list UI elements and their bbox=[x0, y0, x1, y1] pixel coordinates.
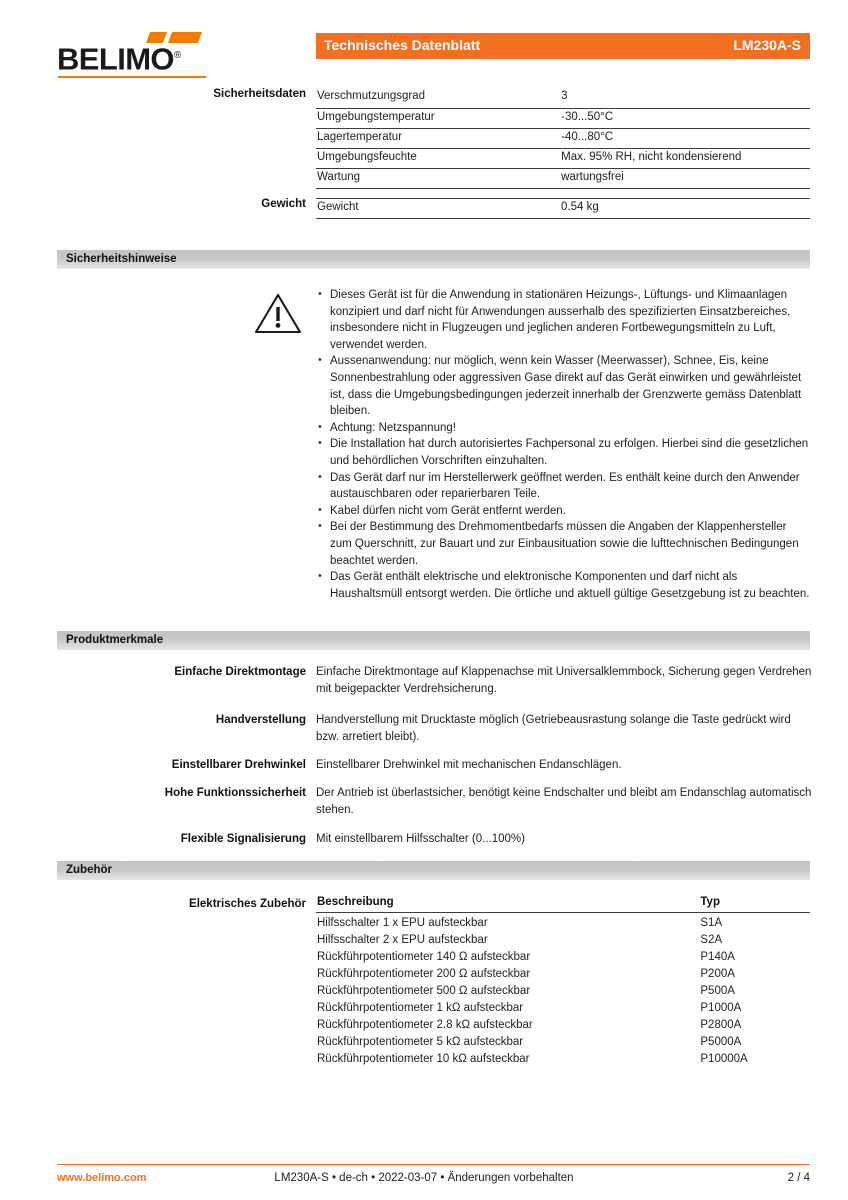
table-row bbox=[316, 128, 810, 148]
list-item: • Aussenanwendung: nur möglich, wenn kein Wasser (Meerwasser), Schnee, Eis, keine Sonnenbestrahlung oder aggressiven Gase direkt auf das Gerät einwirken und gewährleistet ist, dass die Umgebungsbedingungen jederzeit innerhalb der Grenzwerte gemäss Datenblatt bleiben. bbox=[316, 353, 810, 419]
spec-value: 0.54 kg bbox=[560, 199, 810, 219]
section-header-zubehoer bbox=[57, 861, 810, 880]
feature-label: Einfache Direktmontage bbox=[174, 666, 306, 678]
table-row bbox=[316, 108, 810, 128]
accessory-description: Rückführpotentiometer 10 kΩ aufsteckbar bbox=[317, 1053, 530, 1065]
page-footer bbox=[0, 1172, 848, 1192]
feature-label: Hohe Funktionssicherheit bbox=[164, 787, 306, 799]
accessory-type: P500A bbox=[700, 985, 735, 997]
section-title: Zubehör bbox=[66, 864, 112, 876]
accessory-description: Rückführpotentiometer 2.8 kΩ aufsteckbar bbox=[317, 1019, 533, 1031]
accessory-type: P5000A bbox=[700, 1036, 742, 1048]
section-header-produktmerkmale bbox=[57, 631, 810, 650]
table-row bbox=[316, 913, 810, 933]
model-number: LM230A-S bbox=[733, 37, 801, 53]
list-item: • Das Gerät enthält elektrische und elektronische Komponenten und darf nicht als Haushaltsmüll entsorgt werden. Die örtliche und aktuell gültige Gesetzgebung ist zu beachten. bbox=[316, 569, 810, 602]
safety-bullet-list bbox=[316, 287, 810, 602]
table-row bbox=[316, 983, 810, 1000]
belimo-logo bbox=[57, 32, 237, 80]
website-link[interactable]: www.belimo.com bbox=[57, 1172, 147, 1184]
spec-name: Umgebungstemperatur bbox=[316, 108, 560, 128]
table-row bbox=[316, 168, 810, 188]
accessory-type: S1A bbox=[700, 917, 723, 929]
list-item: • Kabel dürfen nicht vom Gerät entfernt werden. bbox=[316, 503, 810, 520]
accessory-description: Hilfsschalter 1 x EPU aufsteckbar bbox=[317, 917, 488, 929]
accessory-type: P140A bbox=[700, 951, 735, 963]
spec-group-label: Sicherheitsdaten bbox=[213, 88, 306, 100]
accessory-description: Rückführpotentiometer 140 Ω aufsteckbar bbox=[317, 951, 531, 963]
page-header bbox=[0, 22, 848, 77]
list-item: • Dieses Gerät ist für die Anwendung in stationären Heizungs-, Lüftungs- und Klimaanlagen konzipiert und darf nicht für Anwendungen ausserhalb des spezifizierten Einsatzbereiches, insbesondere nicht in Flugzeugen und jeglichen anderen Fortbewegungsmitteln zu Luft, verwendet werden. bbox=[316, 287, 810, 353]
section-title: Sicherheitshinweise bbox=[66, 253, 177, 265]
list-item: • Die Installation hat durch autorisiertes Fachpersonal zu erfolgen. Hierbei sind die gesetzlichen und behördlichen Vorschriften einzuhalten. bbox=[316, 436, 810, 469]
feature-text: Handverstellung mit Drucktaste möglich (Getriebeausrastung solange die Taste gedrückt wird bzw. arretiert bleibt). bbox=[316, 714, 791, 743]
table-header-row bbox=[316, 896, 810, 913]
accessory-type: P10000A bbox=[700, 1053, 748, 1065]
logo-wordmark bbox=[57, 39, 181, 76]
feature-text: Der Antrieb ist überlastsicher, benötigt keine Endschalter und bleibt am Endanschlag automatisch stehen. bbox=[316, 787, 812, 816]
accessory-type: P1000A bbox=[700, 1002, 742, 1014]
feature-label: Handverstellung bbox=[215, 714, 306, 726]
table-row bbox=[316, 1000, 810, 1017]
accessories-group-label: Elektrisches Zubehör bbox=[189, 898, 306, 910]
list-item: • Das Gerät darf nur im Herstellerwerk geöffnet werden. Es enthält keine durch den Anwender austauschbaren oder reparierbaren Teile. bbox=[316, 470, 810, 503]
accessory-description: Rückführpotentiometer 200 Ω aufsteckbar bbox=[317, 968, 531, 980]
spec-value: Max. 95% RH, nicht kondensierend bbox=[560, 148, 810, 168]
spec-name: Verschmutzungsgrad bbox=[316, 88, 560, 108]
spec-value: wartungsfrei bbox=[560, 168, 810, 188]
registered-mark: ® bbox=[173, 50, 181, 61]
table-row bbox=[316, 148, 810, 168]
accessory-description: Rückführpotentiometer 1 kΩ aufsteckbar bbox=[317, 1002, 524, 1014]
accessory-description: Hilfsschalter 2 x EPU aufsteckbar bbox=[317, 934, 488, 946]
feature-text: Einstellbarer Drehwinkel mit mechanischen Endanschlägen. bbox=[316, 759, 622, 771]
section-title: Produktmerkmale bbox=[66, 634, 164, 646]
accessory-type: P2800A bbox=[700, 1019, 742, 1031]
logo-text: BELIMO bbox=[57, 41, 174, 77]
feature-label: Flexible Signalisierung bbox=[180, 833, 306, 845]
spec-name: Lagertemperatur bbox=[316, 128, 560, 148]
spec-group-label: Gewicht bbox=[261, 198, 306, 210]
table-row bbox=[316, 1017, 810, 1034]
table-row bbox=[316, 1051, 810, 1068]
title-bar bbox=[316, 33, 810, 59]
list-item: • Bei der Bestimmung des Drehmomentbedarfs müssen die Angaben der Klappenhersteller zum Querschnitt, zur Bauart und zur Einbausituation sowie die lufttechnischen Bedingungen beachtet werden. bbox=[316, 519, 810, 569]
spec-name: Gewicht bbox=[316, 199, 560, 219]
accessories-table bbox=[316, 896, 810, 1068]
table-row bbox=[316, 88, 810, 108]
logo-underline bbox=[58, 76, 206, 78]
spec-table bbox=[316, 88, 810, 189]
column-header-beschreibung: Beschreibung bbox=[316, 896, 699, 913]
section-header-sicherheitshinweise bbox=[57, 250, 810, 269]
table-row bbox=[316, 1034, 810, 1051]
table-row bbox=[316, 932, 810, 949]
table-row bbox=[316, 966, 810, 983]
spec-name: Umgebungsfeuchte bbox=[316, 148, 560, 168]
accessory-type: S2A bbox=[700, 934, 723, 946]
spec-value: -30...50°C bbox=[560, 108, 810, 128]
spec-value: 3 bbox=[560, 88, 810, 108]
spec-table bbox=[316, 198, 810, 219]
feature-text: Einfache Direktmontage auf Klappenachse mit Universalklemmbock, Sicherung gegen Verdrehen mit beigepackter Verdrehsicherung. bbox=[316, 666, 812, 695]
feature-label: Einstellbarer Drehwinkel bbox=[171, 759, 306, 771]
feature-text: Mit einstellbarem Hilfsschalter (0...100%) bbox=[316, 833, 525, 845]
footer-divider bbox=[57, 1164, 810, 1165]
spec-name: Wartung bbox=[316, 168, 560, 188]
document-title: Technisches Datenblatt bbox=[324, 37, 481, 53]
page-number: 2 / 4 bbox=[787, 1172, 810, 1184]
accessory-type: P200A bbox=[700, 968, 735, 980]
accessory-description: Rückführpotentiometer 500 Ω aufsteckbar bbox=[317, 985, 531, 997]
table-row bbox=[316, 949, 810, 966]
accessory-description: Rückführpotentiometer 5 kΩ aufsteckbar bbox=[317, 1036, 524, 1048]
table-row bbox=[316, 199, 810, 219]
column-header-typ: Typ bbox=[699, 896, 810, 913]
warning-triangle-icon bbox=[254, 292, 302, 334]
list-item: • Achtung: Netzspannung! bbox=[316, 420, 810, 437]
footer-metadata: LM230A-S • de-ch • 2022-03-07 • Änderungen vorbehalten bbox=[274, 1172, 574, 1184]
spec-value: -40...80°C bbox=[560, 128, 810, 148]
